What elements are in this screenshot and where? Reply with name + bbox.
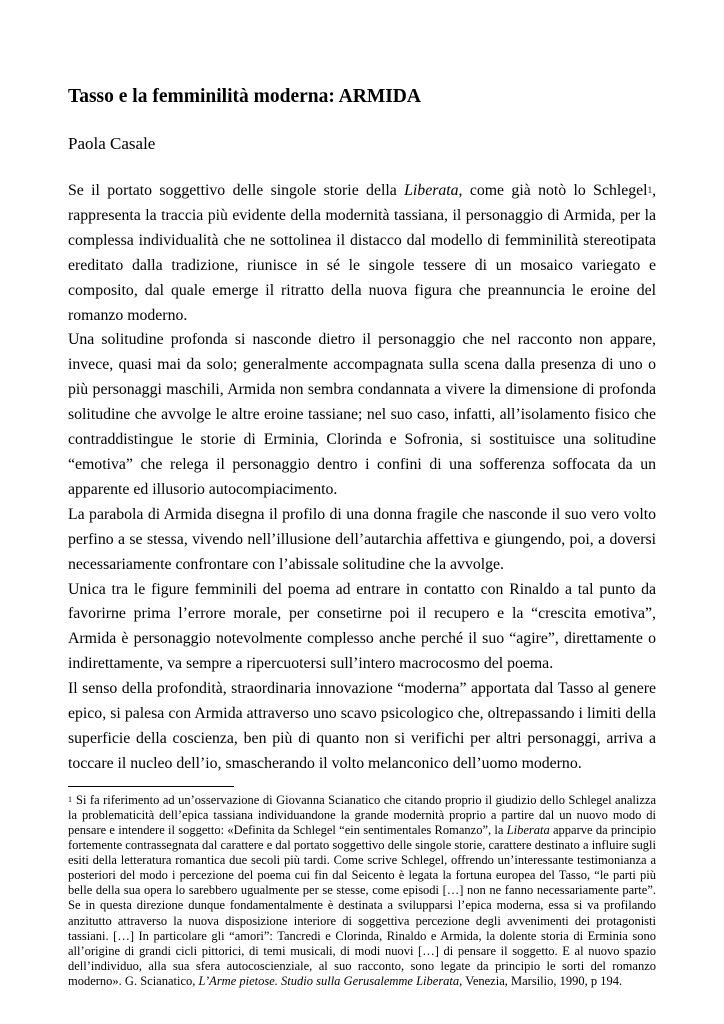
footnote-text-a: Si fa riferimento ad un’osservazione di Giovanna Scianatico che citando proprio il giudizio dello Schlegel analizza la problematicità dell’epica tassiana individuandone la grande modernità proprio a partire dal un nuovo modo di pensare e intendere il soggetto: «Definita da Schlegel “ein sentimentales Romanzo”, la	[68, 792, 656, 837]
document-page	[68, 85, 656, 989]
paragraph-3: La parabola di Armida disegna il profilo di una donna fragile che nasconde il suo vero volto perfino a se stessa, vivendo nell’illusione dell’autarchia affettiva e giungendo, poi, a doversi necessariamente confrontare con l’abissale solitudine che la avvolge.	[68, 505, 656, 573]
paragraph-1	[68, 179, 656, 328]
footnote-text-b: apparve da principio fortemente contrassegnata dal carattere e dal portato soggettivo delle singole storie, carattere destinato a influire sugli esiti della letteratura romantica due secoli più tardi. Come scrive Schlegel, offrendo un’interessante testimonianza a posteriori del modo i percezione del poema cui fin dal Seicento è legata la fortuna europea del Tasso, “le parti più belle della sua opera lo sarebbero ugualmente per se stesse, come episodi […] non ne fanno necessariamente parte”. Se in questa direzione dunque fondamentalmente è destinata a svilupparsi l’epica moderna, essa si va profilando anzitutto attraverso la nuova disposizione interiore di soggettiva percezione degli avvenimenti dei protagonisti tassiani. […] In particolare gli “amori”: Tancredi e Clorinda, Rinaldo e Armida, la dolente storia di Erminia sono all’origine di grandi cicli pittorici, di temi musicali, di modi nuovi […] di pensare il soggetto. E al nuovo spazio dell’individuo, alla sua sfera autocoscienziale, al suo racconto, sono legate da principio le sorti del romanzo moderno». G. Scianatico,	[68, 822, 657, 988]
paragraph-1-text-c: , rappresenta la traccia più evidente della modernità tassiana, il personaggio di Armida, per la complessa individualità che ne sottolinea il distacco dal modello di femminilità stereotipata ereditato dalla tradizione, riunisce in sé le singole tessere di un mosaico variegato e composito, dal quale emerge il ritratto della nuova figura che preannuncia le eroine del romanzo moderno.	[68, 182, 657, 324]
footnote-1	[68, 793, 656, 989]
liberata-italic: Liberata	[404, 182, 459, 199]
paragraph-4: Unica tra le figure femminili del poema ad entrare in contatto con Rinaldo a tal punto da favorirne prima l’errore morale, per consetirne poi il recupero e la “crescita emotiva”, Armida è personaggio notevolmente complesso anche perché il suo “agire”, direttamente o indirettamente, va sempre a ripercuotersi sull’intero macrocosmo del poema.	[68, 580, 656, 673]
footnote-italic-liberata: Liberata	[506, 822, 550, 837]
footnote-marker: 1	[68, 794, 72, 804]
paragraph-1-text-a: Se il portato soggettivo delle singole storie della	[68, 182, 405, 199]
paragraph-1-text-b: , come già notò lo Schlegel	[458, 182, 648, 199]
footnote-text-c: , Venezia, Marsilio, 1990, p 194.	[459, 973, 623, 988]
footnote-reference[interactable]: 1	[647, 185, 653, 195]
footnote-section	[68, 793, 656, 989]
paragraph-2: Una solitudine profonda si nasconde dietro il personaggio che nel racconto non appare, invece, quasi mai da solo; generalmente accompagnata sulla scena dalla presenza di uno o più personaggi maschili, Armida non sembra condannata a vivere la dimensione di profonda solitudine che avvolge le altre eroine tassiane; nel suo caso, infatti, all’isolamento fisico che contraddistingue le storie di Erminia, Clorinda e Sofronia, si sostituisce una solitudine “emotiva” che relega il personaggio dentro i confini di una sofferenza soffocata da un apparente ed illusorio autocompiacimento.	[68, 331, 656, 498]
paragraph-5: Il senso della profondità, straordinaria innovazione “moderna” apportata dal Tasso al genere epico, si palesa con Armida attraverso uno scavo psicologico che, oltrepassando i limiti della superficie della coscienza, ben più di quanto non si verifichi per altri personaggi, arriva a toccare il nucleo dell’io, smascherando il volto melanconico dell’uomo moderno.	[68, 680, 656, 772]
footnote-italic-book-title: L’Arme pietose. Studio sulla Gerusalemme Liberata	[198, 973, 460, 988]
footnote-separator	[68, 786, 234, 787]
author-name: Paola Casale	[68, 134, 156, 153]
article-title: Tasso e la femminilità moderna: ARMIDA	[68, 86, 421, 107]
article-body	[68, 179, 656, 777]
